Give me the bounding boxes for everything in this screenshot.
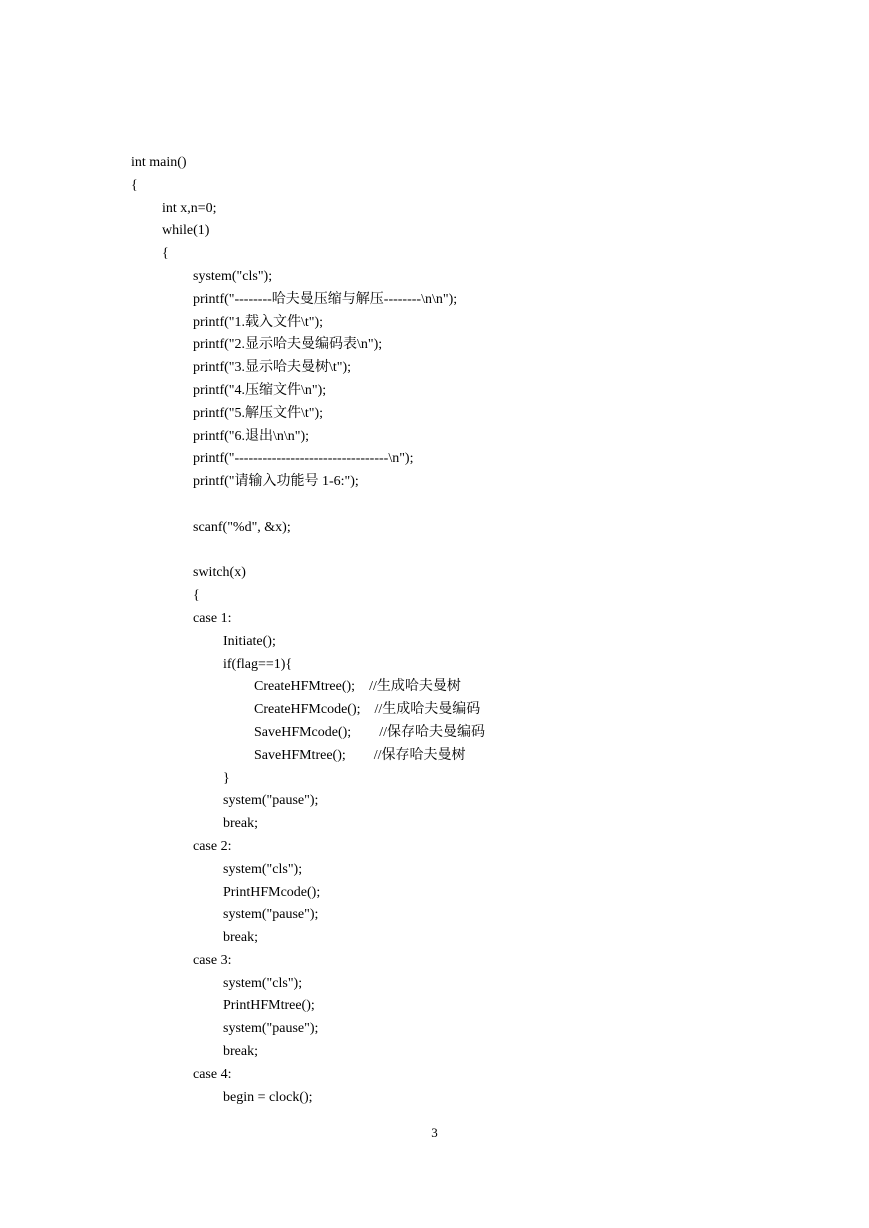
code-line-text: if(flag==1){	[223, 656, 293, 672]
code-line-text: case 1:	[193, 610, 232, 626]
code-line-text: system("cls");	[223, 975, 303, 991]
code-line-text: CreateHFMtree(); //生成哈夫曼树	[254, 679, 461, 695]
code-line	[0, 676, 869, 699]
code-line-text: case 4:	[193, 1066, 232, 1082]
code-line	[0, 1018, 869, 1041]
code-line	[0, 1087, 869, 1110]
code-line	[0, 152, 869, 175]
code-line-text: printf("3.显示哈夫曼树\t");	[193, 360, 352, 376]
code-line-text: int x,n=0;	[162, 200, 217, 216]
code-line-text: int main()	[131, 155, 187, 170]
code-line-text: PrintHFMcode();	[223, 884, 321, 900]
code-line-text: printf("2.显示哈夫曼编码表\n");	[193, 337, 383, 353]
code-line-text: system("pause");	[223, 793, 319, 809]
code-line	[0, 540, 869, 563]
code-line	[0, 334, 869, 357]
code-line-text: printf("5.解压文件\t");	[193, 405, 324, 421]
code-line-text: break;	[223, 1044, 258, 1060]
code-line-text: printf("--------哈夫曼压缩与解压--------\n\n");	[193, 291, 458, 307]
code-line	[0, 973, 869, 996]
code-line	[0, 426, 869, 449]
code-line	[0, 790, 869, 813]
code-line	[0, 722, 869, 745]
page-number: 3	[431, 1125, 438, 1140]
code-line-text: system("pause");	[223, 907, 319, 923]
code-line-text: printf("1.载入文件\t");	[193, 314, 324, 330]
code-line	[0, 585, 869, 608]
code-line-text: case 3:	[193, 952, 232, 968]
code-line	[0, 836, 869, 859]
code-line	[0, 517, 869, 540]
code-line	[0, 859, 869, 882]
code-line	[0, 904, 869, 927]
code-line-text: system("cls");	[193, 268, 273, 284]
code-line	[0, 243, 869, 266]
code-line-text: {	[131, 177, 138, 193]
code-line-text: PrintHFMtree();	[223, 998, 315, 1014]
code-line	[0, 768, 869, 791]
code-line	[0, 813, 869, 836]
code-line	[0, 403, 869, 426]
code-line	[0, 608, 869, 631]
code-line	[0, 312, 869, 335]
code-line	[0, 357, 869, 380]
code-line-text: begin = clock();	[223, 1089, 313, 1105]
code-line-text: switch(x)	[193, 565, 246, 581]
code-line-text: system("pause");	[223, 1021, 319, 1037]
code-line	[0, 950, 869, 973]
code-line-text: while(1)	[162, 223, 210, 239]
code-line-text: break;	[223, 930, 258, 946]
code-line-text: printf("6.退出\n\n");	[193, 428, 310, 444]
code-line-text: }	[223, 770, 230, 786]
code-line-text: {	[193, 588, 200, 604]
code-line	[0, 927, 869, 950]
code-line	[0, 562, 869, 585]
code-line	[0, 882, 869, 905]
code-line	[0, 380, 869, 403]
code-line	[0, 266, 869, 289]
code-line	[0, 631, 869, 654]
code-line	[0, 289, 869, 312]
code-line-text: SaveHFMcode(); //保存哈夫曼编码	[254, 724, 485, 740]
code-line	[0, 198, 869, 221]
code-line-text: case 2:	[193, 838, 232, 854]
code-line-text: scanf("%d", &x);	[193, 519, 291, 535]
code-line-text: system("cls");	[223, 861, 303, 877]
code-line-text: SaveHFMtree(); //保存哈夫曼树	[254, 747, 466, 763]
code-line	[0, 220, 869, 243]
code-line-text: {	[162, 246, 169, 262]
code-line	[0, 1064, 869, 1087]
code-listing	[0, 152, 869, 1109]
code-line-text: printf("---------------------------------\n");	[193, 451, 414, 467]
code-line	[0, 494, 869, 517]
code-line	[0, 471, 869, 494]
code-line	[0, 745, 869, 768]
code-line	[0, 654, 869, 677]
code-line-text: Initiate();	[223, 633, 276, 649]
code-line	[0, 175, 869, 198]
code-line	[0, 448, 869, 471]
code-line	[0, 995, 869, 1018]
code-line-text: CreateHFMcode(); //生成哈夫曼编码	[254, 702, 481, 718]
code-line	[0, 1041, 869, 1064]
code-line-text: printf("请输入功能号 1-6:");	[193, 474, 359, 490]
code-line-text: break;	[223, 816, 258, 832]
code-line	[0, 699, 869, 722]
code-line-text: printf("4.压缩文件\n");	[193, 382, 327, 398]
